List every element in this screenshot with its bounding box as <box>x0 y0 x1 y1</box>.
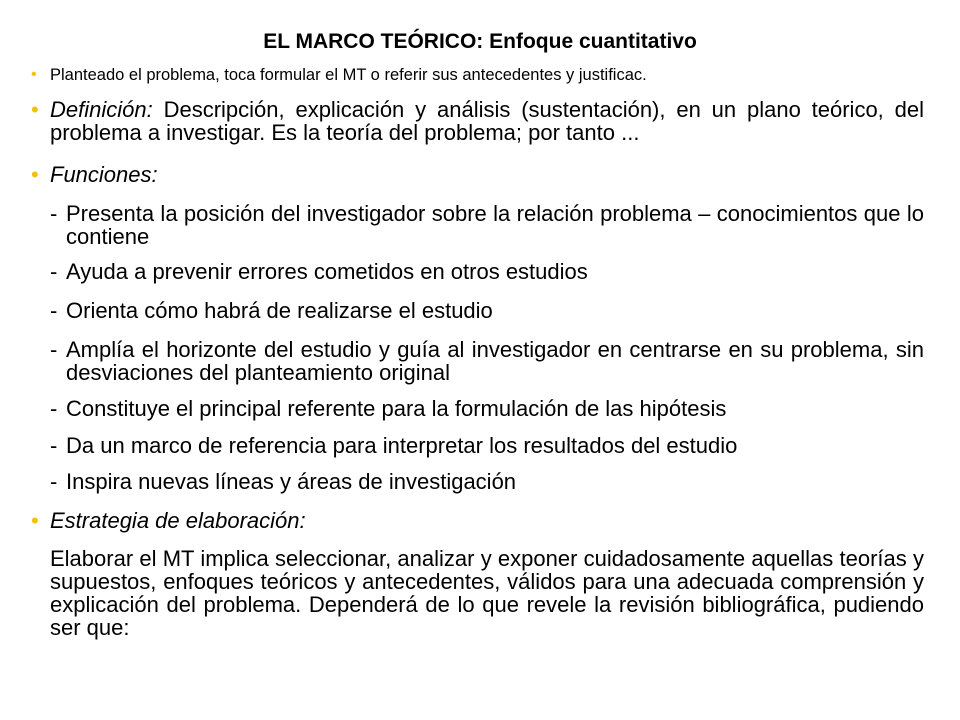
bullet-dot-icon: • <box>31 97 39 122</box>
list-item-text: Inspira nuevas líneas y áreas de investigación <box>66 469 517 494</box>
bullet-dot-icon: • <box>31 66 37 83</box>
definicion-bullet <box>31 98 924 144</box>
slide-content <box>31 62 924 639</box>
bullet-dot-icon: • <box>31 508 39 533</box>
funciones-label: Funciones: <box>50 162 158 187</box>
list-item <box>31 470 924 493</box>
list-item <box>31 434 924 457</box>
list-item-text: Presenta la posición del investigador sobre la relación problema – conocimientos que lo contiene <box>66 201 924 249</box>
list-item <box>31 397 924 420</box>
estrategia-bullet <box>31 509 924 532</box>
estrategia-label: Estrategia de elaboración: <box>50 508 306 533</box>
dash-marker: - <box>50 396 58 421</box>
definicion-label: Definición: <box>50 97 153 122</box>
list-item-text: Ayuda a prevenir errores cometidos en otros estudios <box>66 259 588 284</box>
list-item-text: Orienta cómo habrá de realizarse el estudio <box>66 298 493 323</box>
dash-marker: - <box>50 433 58 458</box>
dash-marker: - <box>50 201 58 226</box>
list-item <box>31 299 924 322</box>
definicion-text: Descripción, explicación y análisis (sustentación), en un plano teórico, del problema a investigar. Es la teoría del problema; por tanto ... <box>50 97 924 145</box>
estrategia-paragraph: Elaborar el MT implica seleccionar, analizar y exponer cuidadosamente aquellas teorías y supuestos, enfoques teóricos y antecedentes, válidos para una adecuada comprensión y explicación del problema. Dependerá de lo que revele la revisión bibliográfica, pudiendo ser que: <box>50 546 924 640</box>
list-item-text: Da un marco de referencia para interpretar los resultados del estudio <box>66 433 738 458</box>
list-item <box>31 260 924 283</box>
slide-title: EL MARCO TEÓRICO: Enfoque cuantitativo <box>263 30 697 53</box>
intro-text: Planteado el problema, toca formular el MT o referir sus antecedentes y justificac. <box>50 66 647 84</box>
dash-marker: - <box>50 337 58 362</box>
dash-marker: - <box>50 469 58 494</box>
funciones-list <box>31 202 924 493</box>
dash-marker: - <box>50 259 58 284</box>
list-item-text: Constituye el principal referente para la formulación de las hipótesis <box>66 396 727 421</box>
intro-bullet <box>31 65 924 85</box>
list-item <box>31 338 924 384</box>
funciones-bullet <box>31 163 924 186</box>
list-item <box>31 202 924 248</box>
list-item-text: Amplía el horizonte del estudio y guía al investigador en centrarse en su problema, sin desviaciones del planteamiento original <box>66 337 924 385</box>
dash-marker: - <box>50 298 58 323</box>
bullet-dot-icon: • <box>31 162 39 187</box>
